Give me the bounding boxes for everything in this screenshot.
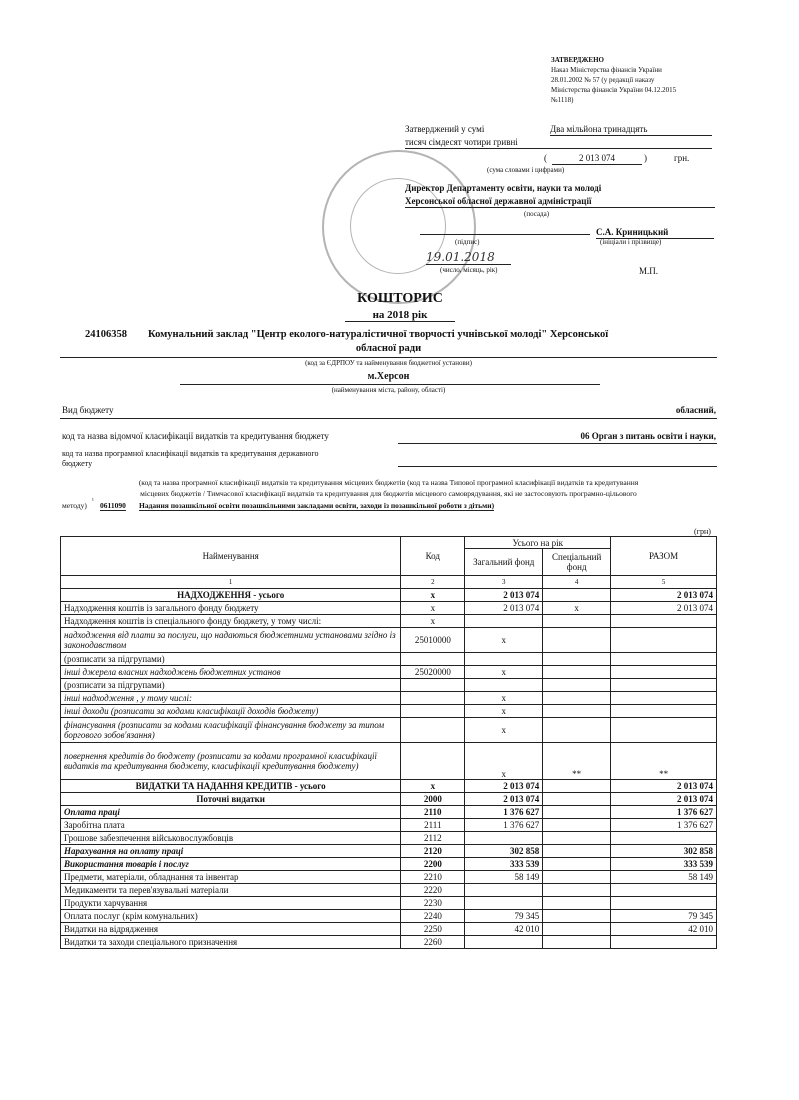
signatory-name: С.А. Криницький <box>596 227 714 239</box>
table-row <box>61 819 717 832</box>
program-name: Надання позашкільної освіти позашкільними закладами освіти, заходи із позашкільної роботи з дітьми) <box>139 501 495 510</box>
cell-general <box>465 653 543 666</box>
cell-total <box>611 705 717 718</box>
table-row <box>61 910 717 923</box>
cell-name: (розписати за підгрупами) <box>61 679 401 692</box>
dept-classification-label: код та назва відомчої класифікації видатків та кредитування бюджету <box>62 431 329 441</box>
cell-name: Оплата праці <box>61 806 401 819</box>
colnum-5: 5 <box>611 576 717 589</box>
local-classification-line-1: (код та назва програмної класифікації видатків та кредитування місцевих бюджетів (код та назва Типової програмної класифікації видатків та кредитування <box>138 478 639 487</box>
cell-general <box>465 615 543 628</box>
cell-name: Грошове забезпечення військовослужбовців <box>61 832 401 845</box>
cell-general: 2 013 074 <box>465 602 543 615</box>
cell-name: повернення кредитів до бюджету (розписати за кодами програмної класифікації видатків та кредитування бюджету, класифікації кредитування бюджету) <box>61 743 401 780</box>
cell-special <box>543 628 611 653</box>
cell-code: 2220 <box>401 884 465 897</box>
cell-code <box>401 679 465 692</box>
cell-total: 1 376 627 <box>611 819 717 832</box>
table-row <box>61 936 717 949</box>
cell-total: 333 539 <box>611 858 717 871</box>
approved-sum-caption: (сума словами і цифрами) <box>487 166 565 174</box>
table-row <box>61 806 717 819</box>
budget-type-label: Вид бюджету <box>62 405 114 415</box>
header-special-fund: Спеціальний фонд <box>543 549 611 576</box>
table-row <box>61 718 717 743</box>
cell-code: 2000 <box>401 793 465 806</box>
header-name: Найменування <box>61 537 401 576</box>
cell-name: фінансування (розписати за кодами класифікації фінансування бюджету за типом боргового зобов'язання) <box>61 718 401 743</box>
program-classification-label-2: бюджету <box>62 459 93 468</box>
cell-special <box>543 780 611 793</box>
estimate-table <box>60 536 717 949</box>
table-row <box>61 845 717 858</box>
approved-sum-currency: грн. <box>674 153 690 163</box>
table-row <box>61 923 717 936</box>
cell-code: х <box>401 780 465 793</box>
cell-general <box>465 884 543 897</box>
city-name: м.Херсон <box>367 371 410 382</box>
cell-code <box>401 692 465 705</box>
approval-line-2: 28.01.2002 № 57 (у редакції наказу <box>551 76 655 84</box>
cell-special <box>543 615 611 628</box>
cell-code: 2250 <box>401 923 465 936</box>
cell-name: інші джерела власних надходжень бюджетних установ <box>61 666 401 679</box>
cell-special <box>543 923 611 936</box>
cell-general: х <box>465 666 543 679</box>
cell-general: 333 539 <box>465 858 543 871</box>
cell-total: 1 376 627 <box>611 806 717 819</box>
table-row <box>61 628 717 653</box>
budget-type-value: обласний, <box>675 405 716 415</box>
organization-name-2: обласної ради <box>355 343 422 354</box>
approval-date-handwritten: 19.01.2018 <box>426 250 511 265</box>
cell-code: 2230 <box>401 897 465 910</box>
cell-total <box>611 936 717 949</box>
cell-total: 302 858 <box>611 845 717 858</box>
cell-general <box>465 936 543 949</box>
cell-special <box>543 793 611 806</box>
cell-total <box>611 718 717 743</box>
program-code: 0611090 <box>100 501 126 510</box>
cell-total <box>611 628 717 653</box>
approval-line-4: №1118) <box>551 96 574 104</box>
cell-name: інші надходження , у тому числі: <box>61 692 401 705</box>
cell-name: інші доходи (розписати за кодами класифікації доходів бюджету) <box>61 705 401 718</box>
colnum-4: 4 <box>543 576 611 589</box>
cell-code: х <box>401 615 465 628</box>
cell-special <box>543 705 611 718</box>
table-header-row-1 <box>61 537 717 549</box>
signatory-position-caption: (посада) <box>524 210 550 218</box>
cell-general: 42 010 <box>465 923 543 936</box>
cell-general: 1 376 627 <box>465 806 543 819</box>
local-classification-line-2: місцевих бюджетів / Тимчасової класифікації видатків та кредитування для бюджетів місцевого самоврядування, які не застосовують програмно-цільового <box>140 489 637 498</box>
approval-date-caption: (число, місяць, рік) <box>440 266 498 274</box>
cell-code: 2120 <box>401 845 465 858</box>
colnum-2: 2 <box>401 576 465 589</box>
cell-name: Використання товарів і послуг <box>61 858 401 871</box>
table-row <box>61 653 717 666</box>
table-row <box>61 832 717 845</box>
cell-special <box>543 679 611 692</box>
approved-sum-paren-close: ) <box>644 153 647 163</box>
header-total-year: Усього на рік <box>465 537 611 549</box>
table-row <box>61 692 717 705</box>
cell-special <box>543 589 611 602</box>
cell-name: ВИДАТКИ ТА НАДАННЯ КРЕДИТІВ - усього <box>61 780 401 793</box>
cell-code <box>401 705 465 718</box>
cell-total <box>611 615 717 628</box>
approval-line-1: Наказ Міністерства фінансів України <box>551 66 662 74</box>
table-row <box>61 780 717 793</box>
cell-total <box>611 692 717 705</box>
cell-code: 25020000 <box>401 666 465 679</box>
cell-special: х <box>543 602 611 615</box>
footnote-mark: ¹ <box>92 498 94 504</box>
cell-code: 2210 <box>401 871 465 884</box>
table-row <box>61 615 717 628</box>
cell-general <box>465 679 543 692</box>
table-column-numbers <box>61 576 717 589</box>
header-code: Код <box>401 537 465 576</box>
cell-total: ** <box>611 743 717 780</box>
dept-classification-value: 06 Орган з питань освіти і науки, <box>580 431 716 441</box>
cell-general: 1 376 627 <box>465 819 543 832</box>
cell-code: 25010000 <box>401 628 465 653</box>
cell-general: 2 013 074 <box>465 589 543 602</box>
cell-special <box>543 858 611 871</box>
cell-name: НАДХОДЖЕННЯ - усього <box>61 589 401 602</box>
cell-general: 302 858 <box>465 845 543 858</box>
cell-code: 2260 <box>401 936 465 949</box>
approved-sum-label: Затверджений у сумі <box>405 124 485 134</box>
cell-name: Продукти харчування <box>61 897 401 910</box>
cell-code: 2110 <box>401 806 465 819</box>
cell-special <box>543 910 611 923</box>
table-row <box>61 858 717 871</box>
cell-name: Надходження коштів із спеціального фонду бюджету, у тому числі: <box>61 615 401 628</box>
cell-code <box>401 743 465 780</box>
cell-general <box>465 832 543 845</box>
program-classification-underline <box>398 466 717 467</box>
edrpou-code: 24106358 <box>85 329 127 340</box>
budget-type-underline <box>60 418 717 419</box>
estimate-table-body <box>61 537 717 949</box>
table-row <box>61 602 717 615</box>
table-row <box>61 666 717 679</box>
table-row <box>61 897 717 910</box>
cell-total <box>611 897 717 910</box>
cell-special <box>543 653 611 666</box>
city-caption: (найменування міста, району, області) <box>331 386 446 394</box>
cell-total: 42 010 <box>611 923 717 936</box>
cell-special <box>543 897 611 910</box>
table-row <box>61 871 717 884</box>
organization-caption: (код за ЄДРПОУ та найменування бюджетної установи) <box>305 359 472 367</box>
cell-name: (розписати за підгрупами) <box>61 653 401 666</box>
cell-total <box>611 679 717 692</box>
cell-special <box>543 936 611 949</box>
document-year: на 2018 рік <box>345 309 455 322</box>
cell-special <box>543 832 611 845</box>
cell-total: 58 149 <box>611 871 717 884</box>
cell-special <box>543 666 611 679</box>
cell-name: Надходження коштів із загального фонду бюджету <box>61 602 401 615</box>
cell-name: Заробітна плата <box>61 819 401 832</box>
signatory-name-caption: (ініціали і прізвище) <box>600 238 662 246</box>
program-classification-label-1: код та назва програмної класифікації видатків та кредитування державного <box>62 449 319 458</box>
local-classification-line-3: методу) <box>62 501 87 510</box>
cell-special <box>543 871 611 884</box>
cell-general: х <box>465 628 543 653</box>
cell-name: Медикаменти та перев'язувальні матеріали <box>61 884 401 897</box>
cell-code: х <box>401 589 465 602</box>
stamp-place-mark: М.П. <box>639 266 659 276</box>
cell-code <box>401 718 465 743</box>
cell-name: Предмети, матеріали, обладнання та інвентар <box>61 871 401 884</box>
cell-general: 2 013 074 <box>465 793 543 806</box>
cell-special <box>543 806 611 819</box>
cell-general: 79 345 <box>465 910 543 923</box>
cell-name: Поточні видатки <box>61 793 401 806</box>
colnum-1: 1 <box>61 576 401 589</box>
cell-total <box>611 884 717 897</box>
table-row <box>61 705 717 718</box>
cell-general: х <box>465 705 543 718</box>
signature-caption: (підпис) <box>455 238 480 246</box>
signature-line <box>420 220 590 235</box>
currency-unit: (грн) <box>694 527 711 536</box>
cell-code: 2200 <box>401 858 465 871</box>
approved-sum-paren-open: ( <box>544 153 547 163</box>
cell-general: х <box>465 743 543 780</box>
cell-special <box>543 819 611 832</box>
table-row <box>61 884 717 897</box>
cell-general: х <box>465 718 543 743</box>
table-row <box>61 793 717 806</box>
cell-special <box>543 692 611 705</box>
cell-name: Нарахування на оплату праці <box>61 845 401 858</box>
approved-sum-amount: 2 013 074 <box>552 153 642 165</box>
approval-heading: ЗАТВЕРДЖЕНО <box>551 56 604 64</box>
header-general-fund: Загальний фонд <box>465 549 543 576</box>
header-total: РАЗОМ <box>611 537 717 576</box>
cell-special <box>543 845 611 858</box>
cell-total <box>611 653 717 666</box>
cell-total: 2 013 074 <box>611 602 717 615</box>
table-row <box>61 679 717 692</box>
cell-total: 2 013 074 <box>611 589 717 602</box>
cell-total: 2 013 074 <box>611 780 717 793</box>
cell-code: 2112 <box>401 832 465 845</box>
cell-name: Видатки на відрядження <box>61 923 401 936</box>
signatory-position-1: Директор Департаменту освіти, науки та молоді <box>405 183 602 193</box>
approved-sum-words-1: Два мільйона тринадцять <box>550 124 712 136</box>
approval-line-3: Міністерства фінансів України 04.12.2015 <box>551 86 677 94</box>
cell-special <box>543 884 611 897</box>
city-underline <box>180 384 600 385</box>
cell-total <box>611 832 717 845</box>
cell-special <box>543 718 611 743</box>
organization-name-1: Комунальний заклад "Центр еколого-натуралістичної творчості учнівської молоді" Херсонської <box>148 329 609 340</box>
cell-general: 2 013 074 <box>465 780 543 793</box>
cell-code: х <box>401 602 465 615</box>
cell-general <box>465 897 543 910</box>
cell-code <box>401 653 465 666</box>
cell-total: 2 013 074 <box>611 793 717 806</box>
cell-name: Оплата послуг (крім комунальних) <box>61 910 401 923</box>
table-row <box>61 589 717 602</box>
cell-name: надходження від плати за послуги, що надаються бюджетними установами згідно із законодавством <box>61 628 401 653</box>
cell-code: 2240 <box>401 910 465 923</box>
colnum-3: 3 <box>465 576 543 589</box>
dept-classification-underline <box>398 443 717 444</box>
cell-code: 2111 <box>401 819 465 832</box>
organization-underline <box>60 357 717 358</box>
cell-general: х <box>465 692 543 705</box>
cell-total <box>611 666 717 679</box>
document-title: КОШТОРИС <box>357 291 443 306</box>
cell-total: 79 345 <box>611 910 717 923</box>
signatory-position-2: Херсонської обласної державної адміністрації <box>405 196 715 208</box>
cell-general: 58 149 <box>465 871 543 884</box>
table-row <box>61 743 717 780</box>
approved-sum-words-2: тисяч сімдесят чотири гривні <box>405 137 712 149</box>
cell-name: Видатки та заходи спеціального призначення <box>61 936 401 949</box>
cell-special: ** <box>543 743 611 780</box>
